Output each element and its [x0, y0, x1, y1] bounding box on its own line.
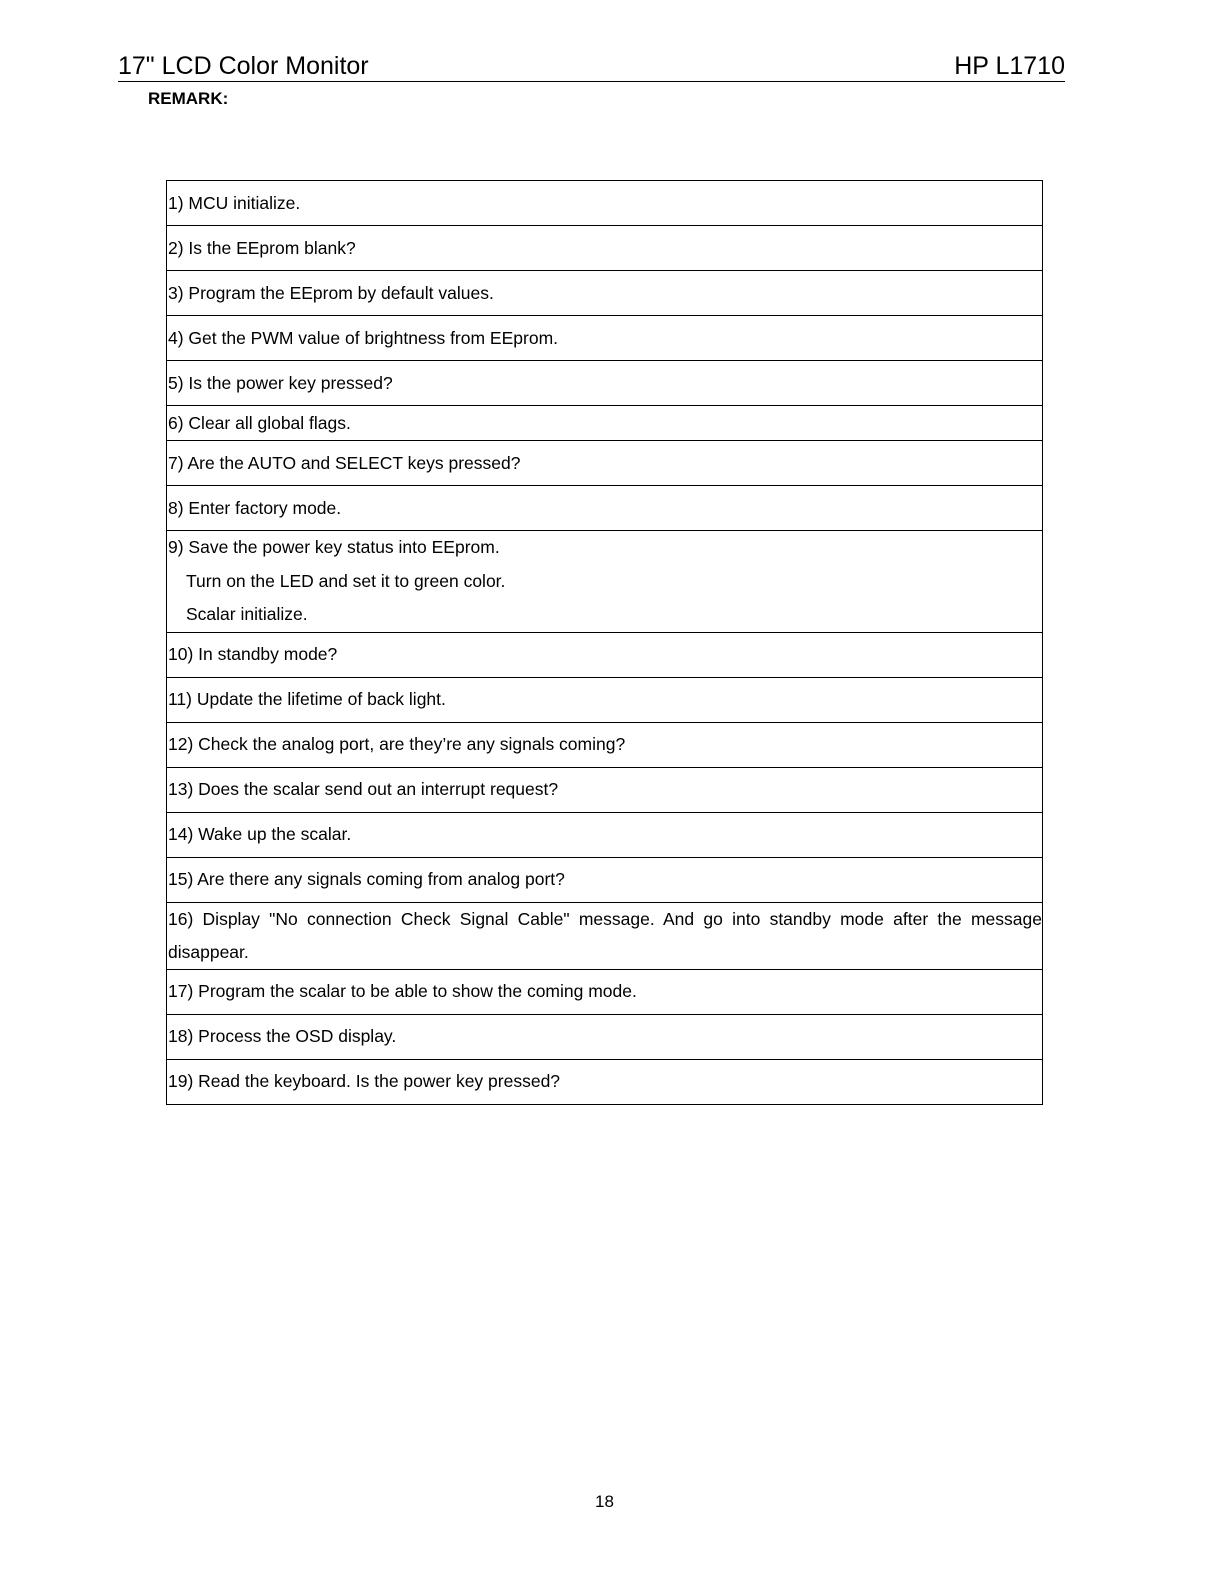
table-row [167, 902, 1043, 969]
step-cell: 6) Clear all global flags. [167, 406, 1043, 441]
table-row [167, 857, 1043, 902]
step-cell: 7) Are the AUTO and SELECT keys pressed? [167, 441, 1043, 486]
table-row [167, 677, 1043, 722]
table-row [167, 361, 1043, 406]
step-cell: 4) Get the PWM value of brightness from EEprom. [167, 316, 1043, 361]
table-row [167, 1059, 1043, 1104]
remark-label: REMARK: [148, 89, 229, 108]
page-header [118, 52, 1065, 82]
step-cell: 1) MCU initialize. [167, 181, 1043, 226]
table-row [167, 181, 1043, 226]
step-cell: 12) Check the analog port, are they’re any signals coming? [167, 722, 1043, 767]
step-cell: 14) Wake up the scalar. [167, 812, 1043, 857]
step-cell: 11) Update the lifetime of back light. [167, 677, 1043, 722]
table-row [167, 271, 1043, 316]
step-cell: 10) In standby mode? [167, 632, 1043, 677]
step-cell: 16) Display "No connection Check Signal Cable" message. And go into standby mode after the message disappear. [167, 902, 1043, 969]
table-row [167, 767, 1043, 812]
table-row [167, 531, 1043, 633]
step-cell: 8) Enter factory mode. [167, 486, 1043, 531]
table-row [167, 406, 1043, 441]
document-title: 17" LCD Color Monitor [118, 52, 369, 80]
step-line: Turn on the LED and set it to green color. [186, 570, 506, 591]
steps-table [166, 180, 1043, 1105]
table-row [167, 969, 1043, 1014]
table-row [167, 1014, 1043, 1059]
table-row [167, 316, 1043, 361]
step-cell: 17) Program the scalar to be able to show the coming mode. [167, 969, 1043, 1014]
step-cell: 15) Are there any signals coming from analog port? [167, 857, 1043, 902]
step-line: 9) Save the power key status into EEprom. [168, 537, 500, 557]
table-row [167, 486, 1043, 531]
table-row [167, 812, 1043, 857]
step-line: Scalar initialize. [186, 604, 308, 624]
page-number: 18 [595, 1492, 614, 1511]
step-cell: 18) Process the OSD display. [167, 1014, 1043, 1059]
step-cell: 19) Read the keyboard. Is the power key pressed? [167, 1059, 1043, 1104]
table-row [167, 632, 1043, 677]
step-cell: 13) Does the scalar send out an interrupt request? [167, 767, 1043, 812]
table-row [167, 226, 1043, 271]
step-cell: 3) Program the EEprom by default values. [167, 271, 1043, 316]
step-cell: 5) Is the power key pressed? [167, 361, 1043, 406]
table-row [167, 722, 1043, 767]
table-row [167, 441, 1043, 486]
step-cell: 2) Is the EEprom blank? [167, 226, 1043, 271]
step-cell [167, 531, 1043, 633]
model-name: HP L1710 [954, 52, 1065, 80]
